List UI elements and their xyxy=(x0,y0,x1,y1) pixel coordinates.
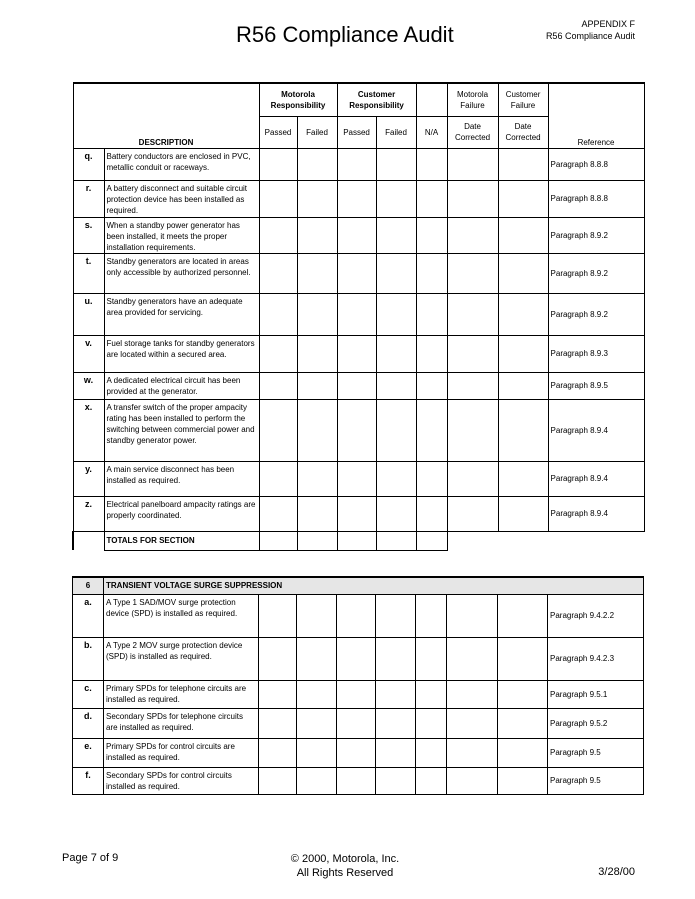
row-reference: Paragraph 8.9.5 xyxy=(548,372,644,399)
failed-header-motorola: Failed xyxy=(297,116,337,148)
na-cell[interactable] xyxy=(416,708,447,738)
failed-motorola-cell[interactable] xyxy=(297,293,337,335)
row-letter: r. xyxy=(73,180,104,217)
date-corrected-motorola-cell[interactable] xyxy=(447,461,498,496)
date-corrected-customer-cell[interactable] xyxy=(498,148,548,180)
failed-motorola-cell[interactable] xyxy=(297,399,337,461)
na-cell[interactable] xyxy=(416,594,447,637)
totals-blank-2 xyxy=(498,531,548,550)
failed-motorola-cell[interactable] xyxy=(297,680,337,708)
date-corrected-motorola-cell[interactable] xyxy=(447,335,498,372)
row-letter: z. xyxy=(73,496,104,531)
date-corrected-customer-cell[interactable] xyxy=(498,496,548,531)
row-letter: s. xyxy=(73,217,104,253)
row-description: A Type 1 SAD/MOV surge protection device (SPD) is installed as required. xyxy=(104,594,259,637)
row-description: Primary SPDs for control circuits are installed as required. xyxy=(104,738,259,767)
totals-passed-motorola[interactable] xyxy=(259,531,297,550)
date-corrected-customer-cell[interactable] xyxy=(498,637,548,680)
na-cell[interactable] xyxy=(416,217,447,253)
row-description: Standby generators are located in areas only accessible by authorized personnel. xyxy=(104,253,259,293)
row-reference: Paragraph 9.5.1 xyxy=(548,680,644,708)
passed-customer-cell[interactable] xyxy=(337,637,376,680)
failed-motorola-cell[interactable] xyxy=(297,767,337,794)
row-description: A transfer switch of the proper ampacity rating has been installed to perform the switching between commercial power and standby generator power. xyxy=(104,399,259,461)
passed-motorola-cell[interactable] xyxy=(259,180,297,217)
passed-motorola-cell[interactable] xyxy=(259,148,297,180)
table-row xyxy=(73,372,644,399)
table-row xyxy=(73,253,644,293)
row-reference: Paragraph 9.4.2.3 xyxy=(548,637,644,680)
appendix-label xyxy=(546,18,635,42)
date-corrected-customer-cell[interactable] xyxy=(498,180,548,217)
failed-customer-cell[interactable] xyxy=(376,461,416,496)
row-letter: a. xyxy=(73,594,104,637)
customer-failure-header: Customer Failure xyxy=(498,83,548,116)
passed-customer-cell[interactable] xyxy=(337,496,376,531)
date-corrected-motorola-cell[interactable] xyxy=(447,253,498,293)
table-row xyxy=(73,767,644,794)
table-row xyxy=(73,180,644,217)
row-letter: t. xyxy=(73,253,104,293)
passed-customer-cell[interactable] xyxy=(337,594,376,637)
passed-customer-cell[interactable] xyxy=(337,767,376,794)
copyright-line: © 2000, Motorola, Inc. xyxy=(290,853,400,865)
failed-motorola-cell[interactable] xyxy=(297,738,337,767)
na-cell[interactable] xyxy=(416,461,447,496)
appendix-doc-name: R56 Compliance Audit xyxy=(545,31,635,41)
passed-customer-cell[interactable] xyxy=(337,680,376,708)
row-letter: x. xyxy=(73,399,104,461)
motorola-responsibility-header: Motorola Responsibility xyxy=(259,83,337,116)
date-corrected-motorola-cell[interactable] xyxy=(447,180,498,217)
failed-customer-cell[interactable] xyxy=(376,496,416,531)
row-letter: u. xyxy=(73,293,104,335)
date-corrected-motorola-cell[interactable] xyxy=(447,399,498,461)
date-corrected-customer-cell[interactable] xyxy=(498,738,548,767)
passed-customer-cell[interactable] xyxy=(337,180,376,217)
failed-customer-cell[interactable] xyxy=(376,708,416,738)
passed-customer-cell[interactable] xyxy=(337,148,376,180)
passed-header-motorola: Passed xyxy=(259,116,297,148)
failed-motorola-cell[interactable] xyxy=(297,253,337,293)
passed-customer-cell[interactable] xyxy=(337,708,376,738)
row-reference: Paragraph 8.8.8 xyxy=(548,148,644,180)
passed-motorola-cell[interactable] xyxy=(259,767,297,794)
failed-motorola-cell[interactable] xyxy=(297,372,337,399)
date-corrected-header-customer: Date Corrected xyxy=(498,116,548,148)
customer-responsibility-header: Customer Responsibility xyxy=(337,83,416,116)
failed-customer-cell[interactable] xyxy=(376,637,416,680)
totals-failed-customer[interactable] xyxy=(376,531,416,550)
table-row xyxy=(73,148,644,180)
date-corrected-customer-cell[interactable] xyxy=(498,372,548,399)
failed-customer-cell[interactable] xyxy=(376,335,416,372)
date-corrected-customer-cell[interactable] xyxy=(498,708,548,738)
row-letter: q. xyxy=(73,148,104,180)
row-description: Primary SPDs for telephone circuits are installed as required. xyxy=(104,680,259,708)
table-row xyxy=(73,708,644,738)
passed-customer-cell[interactable] xyxy=(337,217,376,253)
copyright xyxy=(270,852,420,880)
failed-customer-cell[interactable] xyxy=(376,253,416,293)
row-reference: Paragraph 8.9.4 xyxy=(548,461,644,496)
date-corrected-motorola-cell[interactable] xyxy=(447,708,498,738)
row-letter: e. xyxy=(73,738,104,767)
date-corrected-customer-cell[interactable] xyxy=(498,680,548,708)
na-cell[interactable] xyxy=(416,767,447,794)
passed-motorola-cell[interactable] xyxy=(259,372,297,399)
appendix-number: APPENDIX F xyxy=(581,19,635,29)
row-letter: c. xyxy=(73,680,104,708)
motorola-failure-header: Motorola Failure xyxy=(447,83,498,116)
passed-motorola-cell[interactable] xyxy=(259,680,297,708)
date-corrected-header-motorola: Date Corrected xyxy=(447,116,498,148)
date-corrected-customer-cell[interactable] xyxy=(498,335,548,372)
row-letter: w. xyxy=(73,372,104,399)
failed-motorola-cell[interactable] xyxy=(297,180,337,217)
row-reference: Paragraph 9.5.2 xyxy=(548,708,644,738)
page-number: Page 7 of 9 xyxy=(62,852,119,864)
failed-motorola-cell[interactable] xyxy=(297,461,337,496)
row-description: A dedicated electrical circuit has been provided at the generator. xyxy=(104,372,259,399)
na-cell[interactable] xyxy=(416,496,447,531)
passed-motorola-cell[interactable] xyxy=(259,293,297,335)
date-corrected-motorola-cell[interactable] xyxy=(447,148,498,180)
failed-customer-cell[interactable] xyxy=(376,680,416,708)
passed-motorola-cell[interactable] xyxy=(259,399,297,461)
failed-motorola-cell[interactable] xyxy=(297,217,337,253)
na-cell[interactable] xyxy=(416,680,447,708)
date-corrected-customer-cell[interactable] xyxy=(498,399,548,461)
row-description: Secondary SPDs for control circuits installed as required. xyxy=(104,767,259,794)
row-letter: v. xyxy=(73,335,104,372)
row-letter: y. xyxy=(73,461,104,496)
passed-customer-cell[interactable] xyxy=(337,399,376,461)
na-cell[interactable] xyxy=(416,180,447,217)
na-cell[interactable] xyxy=(416,637,447,680)
description-header-label: DESCRIPTION xyxy=(138,137,194,147)
row-description: A Type 2 MOV surge protection device (SPD) is installed as required. xyxy=(104,637,259,680)
totals-na[interactable] xyxy=(416,531,447,550)
date-corrected-customer-cell[interactable] xyxy=(498,594,548,637)
row-letter: d. xyxy=(73,708,104,738)
na-cell[interactable] xyxy=(416,372,447,399)
table-row xyxy=(73,496,644,531)
table-row xyxy=(73,217,644,253)
na-header-top xyxy=(416,83,447,116)
failed-motorola-cell[interactable] xyxy=(297,148,337,180)
failed-customer-cell[interactable] xyxy=(376,217,416,253)
audit-table-section5 xyxy=(72,82,645,551)
na-cell[interactable] xyxy=(416,148,447,180)
date-corrected-motorola-cell[interactable] xyxy=(447,217,498,253)
na-cell[interactable] xyxy=(416,293,447,335)
row-description: When a standby power generator has been installed, it meets the proper installation requirements. xyxy=(104,217,259,253)
row-description: Electrical panelboard ampacity ratings are properly coordinated. xyxy=(104,496,259,531)
row-letter: f. xyxy=(73,767,104,794)
table-row xyxy=(73,637,644,680)
table-row xyxy=(73,680,644,708)
na-cell[interactable] xyxy=(416,253,447,293)
na-cell[interactable] xyxy=(416,399,447,461)
totals-label: TOTALS FOR SECTION xyxy=(104,531,259,550)
passed-customer-cell[interactable] xyxy=(337,335,376,372)
footer-date: 3/28/00 xyxy=(598,866,635,878)
row-description: Battery conductors are enclosed in PVC, metallic conduit or raceways. xyxy=(104,148,259,180)
section6-title: TRANSIENT VOLTAGE SURGE SUPPRESSION xyxy=(104,577,644,594)
date-corrected-customer-cell[interactable] xyxy=(498,767,548,794)
failed-motorola-cell[interactable] xyxy=(297,708,337,738)
failed-customer-cell[interactable] xyxy=(376,767,416,794)
passed-motorola-cell[interactable] xyxy=(259,496,297,531)
date-corrected-motorola-cell[interactable] xyxy=(447,594,498,637)
section5-rows xyxy=(73,148,644,531)
date-corrected-customer-cell[interactable] xyxy=(498,217,548,253)
row-description: Fuel storage tanks for standby generators are located within a secured area. xyxy=(104,335,259,372)
date-corrected-motorola-cell[interactable] xyxy=(447,637,498,680)
row-reference: Paragraph 8.9.4 xyxy=(548,399,644,461)
failed-customer-cell[interactable] xyxy=(376,594,416,637)
reference-header: Reference xyxy=(548,83,644,148)
row-letter: b. xyxy=(73,637,104,680)
passed-customer-cell[interactable] xyxy=(337,293,376,335)
table-row xyxy=(73,335,644,372)
table-row xyxy=(73,293,644,335)
failed-customer-cell[interactable] xyxy=(376,148,416,180)
failed-motorola-cell[interactable] xyxy=(297,335,337,372)
passed-motorola-cell[interactable] xyxy=(259,637,297,680)
row-reference: Paragraph 8.9.4 xyxy=(548,496,644,531)
row-reference: Paragraph 8.9.2 xyxy=(548,253,644,293)
na-header: N/A xyxy=(416,116,447,148)
na-cell[interactable] xyxy=(416,335,447,372)
row-reference: Paragraph 9.5 xyxy=(548,738,644,767)
date-corrected-motorola-cell[interactable] xyxy=(447,738,498,767)
passed-customer-cell[interactable] xyxy=(337,738,376,767)
row-reference: Paragraph 8.9.2 xyxy=(548,217,644,253)
row-reference: Paragraph 8.9.2 xyxy=(548,293,644,335)
date-corrected-motorola-cell[interactable] xyxy=(447,293,498,335)
totals-blank-1 xyxy=(447,531,498,550)
table-row xyxy=(73,738,644,767)
failed-customer-cell[interactable] xyxy=(376,738,416,767)
totals-blank-3 xyxy=(548,531,644,550)
audit-table-section6 xyxy=(72,576,644,795)
passed-motorola-cell[interactable] xyxy=(259,253,297,293)
passed-motorola-cell[interactable] xyxy=(259,708,297,738)
passed-motorola-cell[interactable] xyxy=(259,217,297,253)
failed-motorola-cell[interactable] xyxy=(297,496,337,531)
passed-header-customer: Passed xyxy=(337,116,376,148)
row-description: Secondary SPDs for telephone circuits are installed as required. xyxy=(104,708,259,738)
section6-number: 6 xyxy=(73,577,104,594)
failed-customer-cell[interactable] xyxy=(376,293,416,335)
date-corrected-customer-cell[interactable] xyxy=(498,461,548,496)
row-description: A battery disconnect and suitable circuit protection device has been installed as required. xyxy=(104,180,259,217)
row-reference: Paragraph 8.8.8 xyxy=(548,180,644,217)
date-corrected-customer-cell[interactable] xyxy=(498,253,548,293)
failed-customer-cell[interactable] xyxy=(376,372,416,399)
passed-customer-cell[interactable] xyxy=(337,253,376,293)
passed-motorola-cell[interactable] xyxy=(259,594,297,637)
date-corrected-motorola-cell[interactable] xyxy=(447,767,498,794)
passed-motorola-cell[interactable] xyxy=(259,738,297,767)
table-row xyxy=(73,399,644,461)
totals-failed-motorola[interactable] xyxy=(297,531,337,550)
description-header xyxy=(73,83,259,148)
passed-motorola-cell[interactable] xyxy=(259,461,297,496)
passed-customer-cell[interactable] xyxy=(337,372,376,399)
totals-letter xyxy=(73,531,104,550)
row-reference: Paragraph 9.4.2.2 xyxy=(548,594,644,637)
failed-motorola-cell[interactable] xyxy=(297,637,337,680)
page-title: R56 Compliance Audit xyxy=(236,22,454,47)
row-description: A main service disconnect has been installed as required. xyxy=(104,461,259,496)
failed-motorola-cell[interactable] xyxy=(297,594,337,637)
failed-customer-cell[interactable] xyxy=(376,180,416,217)
date-corrected-motorola-cell[interactable] xyxy=(447,680,498,708)
failed-header-customer: Failed xyxy=(376,116,416,148)
row-reference: Paragraph 8.9.3 xyxy=(548,335,644,372)
na-cell[interactable] xyxy=(416,738,447,767)
date-corrected-customer-cell[interactable] xyxy=(498,293,548,335)
row-description: Standby generators have an adequate area provided for servicing. xyxy=(104,293,259,335)
date-corrected-motorola-cell[interactable] xyxy=(447,372,498,399)
passed-customer-cell[interactable] xyxy=(337,461,376,496)
table-row xyxy=(73,461,644,496)
rights-line: All Rights Reserved xyxy=(296,867,394,879)
totals-passed-customer[interactable] xyxy=(337,531,376,550)
row-reference: Paragraph 9.5 xyxy=(548,767,644,794)
section6-rows xyxy=(73,594,644,794)
date-corrected-motorola-cell[interactable] xyxy=(447,496,498,531)
passed-motorola-cell[interactable] xyxy=(259,335,297,372)
failed-customer-cell[interactable] xyxy=(376,399,416,461)
table-row xyxy=(73,594,644,637)
